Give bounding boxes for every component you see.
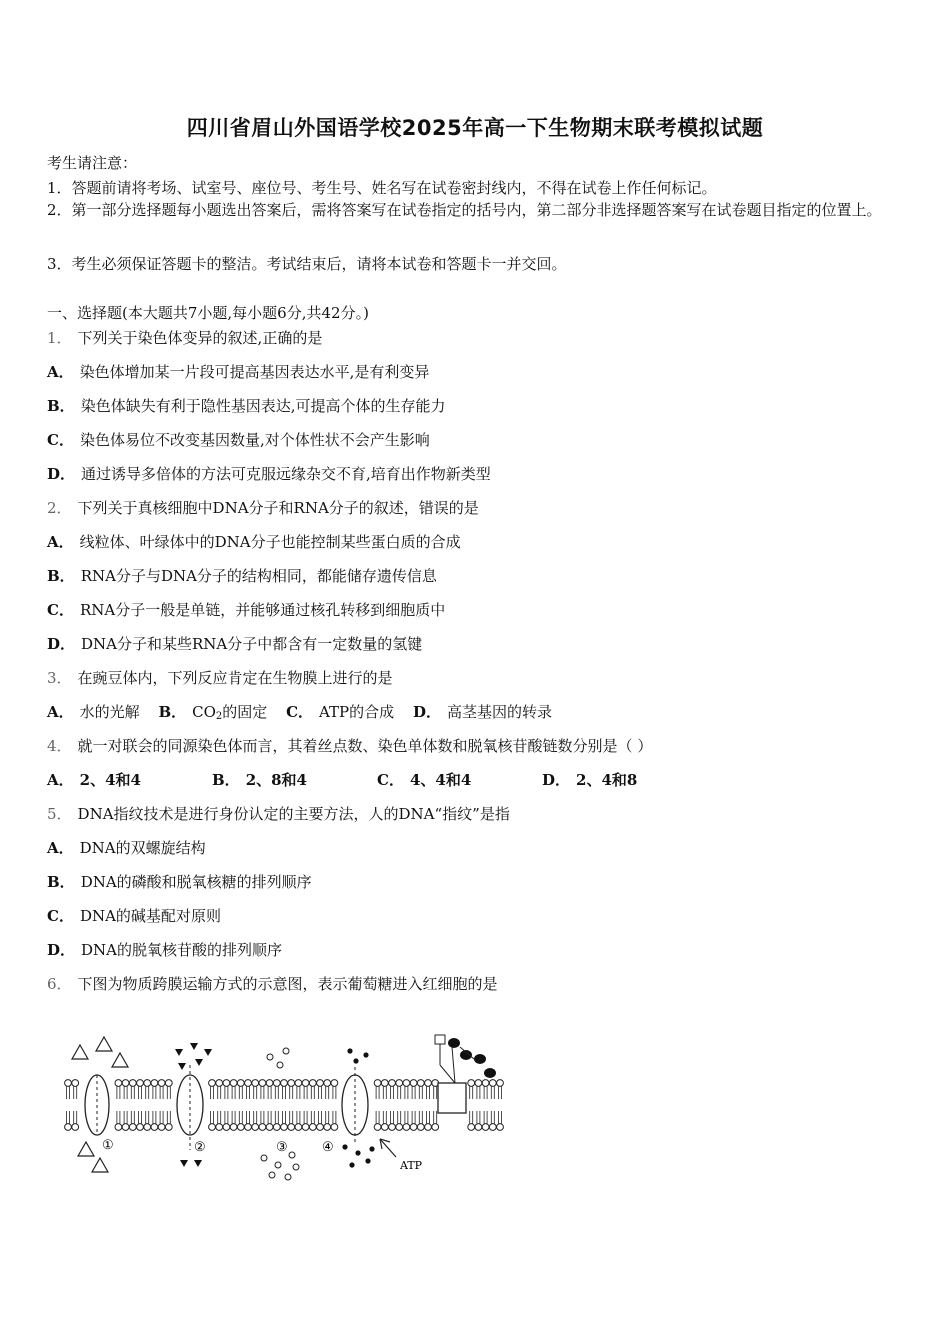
options-4: A． 2、4和4 B． 2、8和4 C． 4、4和4 D． 2、4和8 xyxy=(47,771,638,789)
notice-item-3: 3．考生必须保证答题卡的整洁。考试结束后，请将本试卷和答题卡一并交回。 xyxy=(47,255,567,273)
question-number: 5． xyxy=(47,805,72,823)
question-1 xyxy=(47,327,322,348)
question-stem: 下列关于真核细胞中DNA分子和RNA分子的叙述，错误的是 xyxy=(77,499,479,517)
question-stem: DNA指纹技术是进行身份认定的主要方法，人的DNA“指纹”是指 xyxy=(77,805,510,823)
option-5c: C． DNA的碱基配对原则 xyxy=(47,907,221,925)
label-2: ② xyxy=(194,1140,206,1155)
option-1b: B． 染色体缺失有利于隐性基因表达,可提高个体的生存能力 xyxy=(47,397,446,415)
option-1a: A． 染色体增加某一片段可提高基因表达水平,是有利变异 xyxy=(47,363,430,381)
notice-item-1: 1．答题前请将考场、试室号、座位号、考生号、姓名写在试卷密封线内，不得在试卷上作任何标记。 xyxy=(47,179,717,197)
question-stem: 下列关于染色体变异的叙述,正确的是 xyxy=(77,329,323,347)
question-2 xyxy=(47,497,479,518)
question-stem: 在豌豆体内，下列反应肯定在生物膜上进行的是 xyxy=(77,669,393,687)
receptor-protein xyxy=(438,1083,466,1113)
label-3: ③ xyxy=(276,1140,288,1155)
option-2d: D． DNA分子和某些RNA分子中都含有一定数量的氢键 xyxy=(47,635,423,653)
option-2c: C． RNA分子一般是单链，并能够通过核孔转移到细胞质中 xyxy=(47,601,446,619)
section-heading: 一、选择题(本大题共7小题,每小题6分,共42分。) xyxy=(47,304,369,322)
question-number: 1． xyxy=(47,329,72,347)
option-2a: A． 线粒体、叶绿体中的DNA分子也能控制某些蛋白质的合成 xyxy=(47,533,461,551)
question-6 xyxy=(47,973,498,994)
label-4: ④ xyxy=(322,1140,334,1155)
notice-heading: 考生请注意： xyxy=(47,154,138,172)
option-2b: B． RNA分子与DNA分子的结构相同，都能储存遗传信息 xyxy=(47,567,437,585)
option-5d: D． DNA的脱氧核苷酸的排列顺序 xyxy=(47,941,283,959)
option-5a: A． DNA的双螺旋结构 xyxy=(47,839,206,857)
question-number: 2． xyxy=(47,499,72,517)
page-title: 四川省眉山外国语学校2025年高一下生物期末联考模拟试题 xyxy=(186,116,764,140)
options-3: A． 水的光解 B． $CO_2$的固定 C． ATP的合成 D． 高茎基因的转录 xyxy=(47,703,552,722)
option-1c: C． 染色体易位不改变基因数量,对个体性状不会产生影响 xyxy=(47,431,430,449)
atp-arrow-icon xyxy=(380,1139,396,1157)
question-number: 4． xyxy=(47,737,72,755)
question-4 xyxy=(47,735,652,756)
question-number: 6． xyxy=(47,975,72,993)
membrane-transport-diagram xyxy=(60,1025,510,1195)
atp-label: ATP xyxy=(400,1159,423,1172)
label-1: ① xyxy=(102,1138,114,1153)
question-3 xyxy=(47,667,393,688)
question-stem: 就一对联会的同源染色体而言，其着丝点数、染色单体数和脱氧核苷酸链数分别是（ ） xyxy=(77,737,653,755)
option-1d: D． 通过诱导多倍体的方法可克服远缘杂交不育,培育出作物新类型 xyxy=(47,465,491,483)
notice-item-2: 2．第一部分选择题每小题选出答案后，需将答案写在试卷指定的括号内，第二部分非选择题答案写在试卷题目指定的位置上。 xyxy=(47,201,882,219)
question-number: 3． xyxy=(47,669,72,687)
question-5 xyxy=(47,803,510,824)
option-5b: B． DNA的磷酸和脱氧核糖的排列顺序 xyxy=(47,873,312,891)
question-stem: 下图为物质跨膜运输方式的示意图，表示葡萄糖进入红细胞的是 xyxy=(77,975,498,993)
